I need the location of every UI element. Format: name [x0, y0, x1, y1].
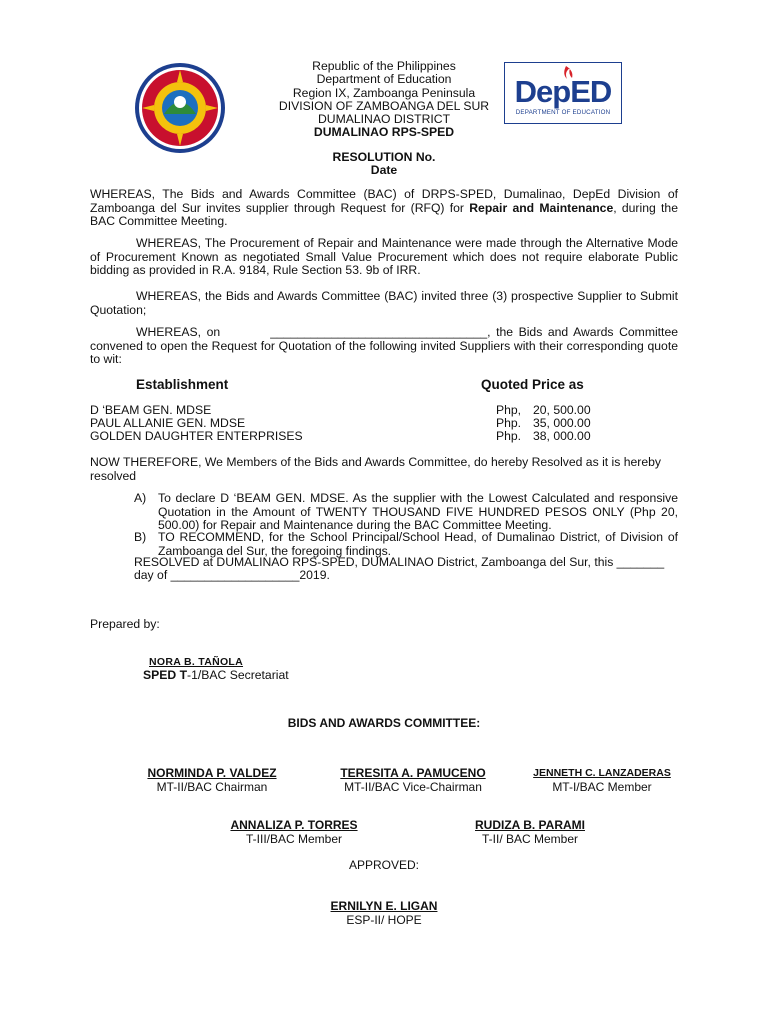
table-row-amount: 20, 500.00 [533, 403, 591, 417]
header-line-1: Republic of the Philippines [312, 59, 456, 73]
item-a-marker: A) [134, 491, 147, 505]
member-name: ANNALIZA P. TORRES [230, 818, 358, 832]
secretariat-name: NORA B. TAÑOLA [149, 656, 244, 668]
now-therefore-paragraph: NOW THEREFORE, We Members of the Bids and Awards Committee, do hereby Resolved as it is hereby resolved [90, 455, 662, 483]
member-title: T-III/BAC Member [245, 832, 343, 846]
resolution-number: RESOLUTION No. [332, 150, 436, 164]
member-title: MT-II/BAC Vice-Chairman [344, 780, 482, 794]
member-name: TERESITA A. PAMUCENO [340, 766, 486, 780]
approved-label: APPROVED: [348, 858, 420, 872]
approver [284, 899, 484, 927]
deped-zamboanga-seal-icon [134, 62, 226, 154]
member-name: JENNETH C. LANZADERAS [533, 767, 671, 779]
header-line-2: Department of Education [316, 72, 452, 87]
whereas-paragraph-3: WHEREAS, the Bids and Awards Committee (BAC) invited three (3) prospective Supplier to Submit Quotation; [90, 289, 678, 317]
header-line-6: DUMALINAO RPS-SPED [313, 125, 455, 140]
member-name: RUDIZA B. PARAMI [475, 818, 585, 832]
member-title: T-II/ BAC Member [481, 832, 579, 846]
item-a-text: To declare D ‘BEAM GEN. MDSE. As the supplier with the Lowest Calculated and responsive Quotation in the Amount of TWENTY THOUSAND FIVE HUNDRED PESOS ONLY (Php 20, 500.00) for Repair and Maintenance during the BAC Committee Meeting. [158, 491, 678, 532]
item-b-text: TO RECOMMEND, for the School Principal/School Head, of Dumalinao District, of Division of Zamboanga del Sur, the foregoing findings. [158, 530, 678, 558]
table-row: GOLDEN DAUGHTER ENTERPRISES [90, 429, 303, 443]
letterhead [234, 60, 534, 140]
whereas-paragraph-1: WHEREAS, The Bids and Awards Committee (BAC) of DRPS-SPED, Dumalinao, DepEd Division of Zamboanga del Sur invites supplier through Request for (RFQ) for Repair and Maintenance, during the BAC Committee Meeting. [90, 187, 678, 228]
deped-wordmark: DepED [514, 74, 612, 109]
resolved-at-line-1: RESOLVED at DUMALINAO RPS-SPED, DUMALINAO District, Zamboanga del Sur, this _______ [134, 555, 665, 569]
committee-member [450, 818, 610, 846]
header-line-4: DIVISION OF ZAMBOANGA DEL SUR [278, 98, 490, 113]
deped-logo-subtitle: DEPARTMENT OF EDUCATION [515, 109, 611, 116]
secretariat-title: SPED T-1/BAC Secretariat [143, 668, 289, 682]
member-title: MT-II/BAC Chairman [156, 780, 268, 794]
committee-member [318, 766, 508, 794]
table-row-price: Php. [496, 416, 522, 430]
prepared-by-label: Prepared by: [90, 617, 160, 631]
table-row-amount: 35, 000.00 [533, 416, 591, 430]
table-row-amount: 38, 000.00 [533, 429, 591, 443]
committee-member [132, 766, 292, 794]
member-name: NORMINDA P. VALDEZ [147, 766, 277, 780]
committee-member [214, 818, 374, 846]
establishment-column-header: Establishment [136, 377, 229, 392]
whereas-paragraph-2: WHEREAS, The Procurement of Repair and Maintenance were made through the Alternative Mode of Procurement Known as negotiated Small Value Procurement which does not require elaborate Public bidding as provided in R.A. 9184, Rule Section 53. 9b of IRR. [90, 236, 678, 277]
whereas-paragraph-4: WHEREAS, on ________________________________, the Bids and Awards Committee convened to open the Request for Quotation of the following invited Suppliers with their corresponding quote to wit: [90, 325, 679, 366]
table-row-price: Php, [496, 403, 522, 417]
committee-heading: BIDS AND AWARDS COMMITTEE: [287, 716, 481, 730]
table-row-price: Php. [496, 429, 522, 443]
header-line-3: Region IX, Zamboanga Peninsula [292, 85, 476, 100]
resolved-at-line-2: day of ___________________2019. [134, 568, 330, 582]
quoted-price-column-header: Quoted Price as [481, 377, 584, 392]
date-blank: ________________________________ [270, 325, 488, 339]
approver-name: ERNILYN E. LIGAN [330, 899, 438, 913]
member-title: MT-I/BAC Member [552, 780, 652, 794]
header-line-5: DUMALINAO DISTRICT [317, 112, 451, 127]
item-b-marker: B) [134, 530, 147, 544]
approver-title: ESP-II/ HOPE [346, 913, 422, 927]
resolution-heading [234, 151, 534, 177]
committee-member [520, 766, 684, 794]
table-row: D ‘BEAM GEN. MDSE [90, 403, 212, 417]
table-row: PAUL ALLANIE GEN. MDSE [90, 416, 246, 430]
resolution-date: Date [370, 163, 398, 177]
